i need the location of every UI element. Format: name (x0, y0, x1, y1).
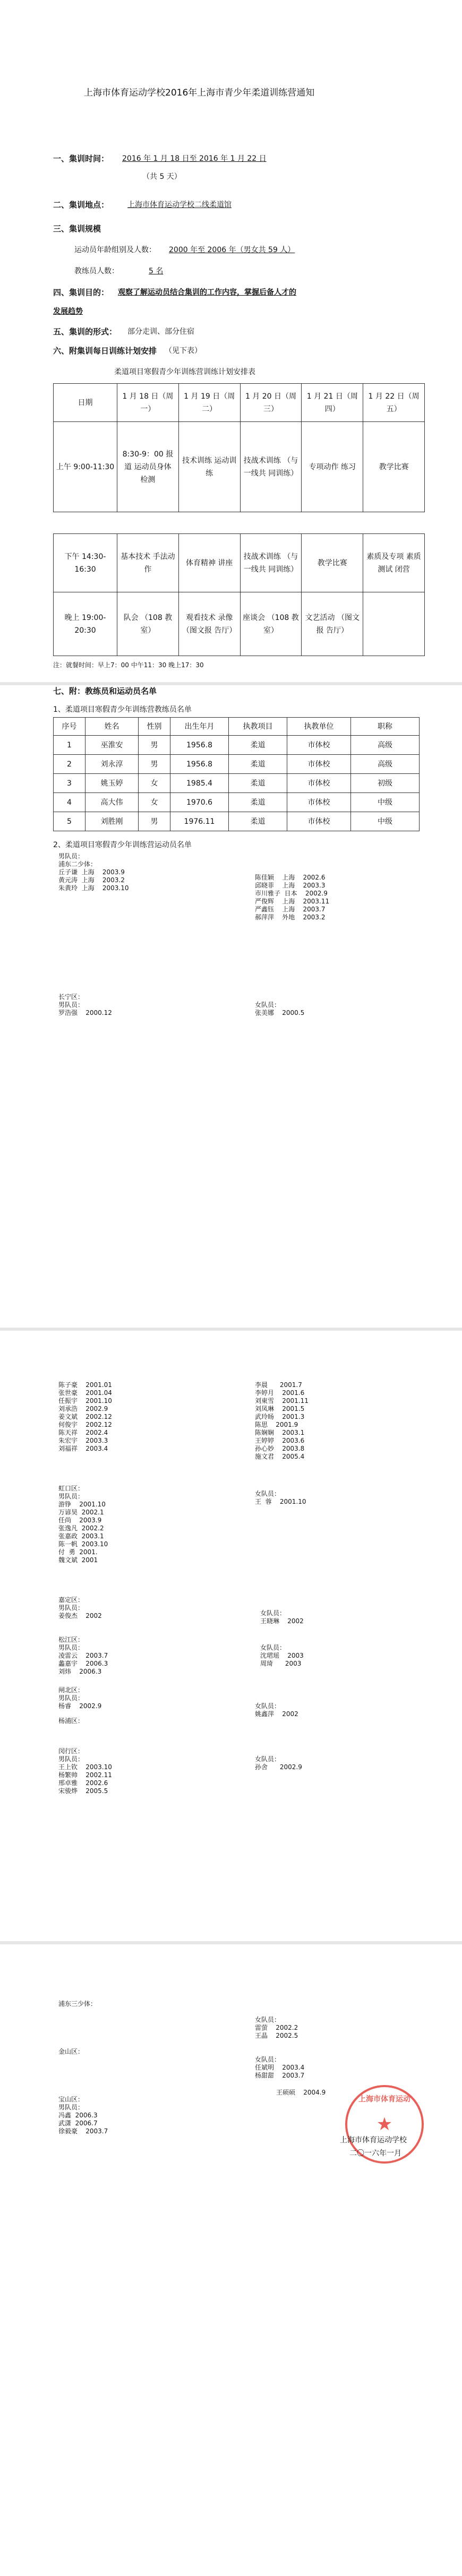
roster-songjiang-left: 松江区： 男队员： 凌雷云 2003.7 蠡嘉宇 2006.3 刘炜 2006.3 (58, 1636, 108, 1675)
section-7-title: 七、附：教练员和运动员名单 (53, 686, 157, 696)
roster-baoshan-left: 宝山区： 男队员： 冯鑫 2006.3 武潇 2006.7 徐毅豪 2003.7 (58, 2096, 108, 2135)
seal-text: 上海市体育运动 (358, 2095, 410, 2104)
roster-yangpu-left: 杨浦区： (58, 1717, 84, 1725)
schedule-cell: 专项动作 练习 (302, 422, 363, 512)
item-time-sub: （共 5 天） (142, 173, 182, 181)
coaches-header-cell: 职称 (351, 718, 420, 736)
coaches-cell: 高级 (351, 736, 420, 755)
roster-zhabei-left: 闸北区： 男队员： 杨睿 2002.9 (58, 1686, 102, 1710)
coaches-cell: 中级 (351, 793, 420, 812)
page-1 (0, 0, 462, 682)
schedule-morning-row (54, 422, 425, 512)
coaches-cell: 男 (139, 812, 170, 831)
coaches-cell: 1 (54, 736, 85, 755)
schedule-note: 注：就餐时间：早上7：00 中午11：30 晚上17：30 (53, 661, 204, 669)
coaches-cell: 巫淮安 (85, 736, 139, 755)
coaches-row (54, 793, 420, 812)
signature-org: 上海市体育运动学校 (340, 2136, 407, 2144)
coaches-cell: 女 (139, 774, 170, 793)
coaches-row (54, 736, 420, 755)
roster-pudong3-left: 浦东三少体： (58, 2000, 97, 2008)
schedule-table-bottom (53, 533, 425, 656)
coaches-cell: 4 (54, 793, 85, 812)
coaches-cell: 1956.8 (170, 755, 229, 774)
item-coaches-value: 5 名 (149, 267, 164, 275)
schedule-header-cell: 1 月 18 日（周一） (117, 384, 179, 422)
item-athletes-value: 2000 年至 2006 年（男女共 59 人） (169, 246, 295, 254)
roster-hongkou-left: 虹口区： 男队员： 游铮 2001.10 万谚昊 2002.1 任尚 2003.9 张逸凡 2002.2 张嘉政 2003.1 陈一帆 2003.10 付 勇 2001. 魏文斌 2001 (58, 1485, 108, 1564)
item-scale-label: 三、集训规模 (53, 224, 101, 234)
coaches-header-cell: 性别 (139, 718, 170, 736)
schedule-cell: 8:30-9：00 报道 运动员身体 检测 (117, 422, 179, 512)
coaches-table-title: 1、柔道项目寒假青少年训练营教练员名单 (53, 705, 192, 714)
coaches-cell: 2 (54, 755, 85, 774)
roster-extra-right: 王硕硕 2004.9 (276, 2089, 326, 2096)
page-4 (0, 1944, 462, 2576)
coaches-cell: 刘胜刚 (85, 812, 139, 831)
coaches-cell: 男 (139, 736, 170, 755)
coaches-row (54, 812, 420, 831)
item-plan-value: （见下表） (165, 347, 202, 355)
coaches-cell: 初级 (351, 774, 420, 793)
coaches-header-cell: 出生年月 (170, 718, 229, 736)
schedule-header-cell: 1 月 20 日（周三） (240, 384, 302, 422)
schedule-cell: 观看技术 录像 （图文报 告厅） (178, 592, 240, 656)
item-plan-label: 六、附集训每日训练计划安排 (53, 346, 157, 356)
item-coaches-label: 教练员人数： (74, 267, 119, 275)
coaches-cell: 1970.6 (170, 793, 229, 812)
schedule-evening-row (54, 592, 425, 656)
schedule-cell: 技术训练 运动训练 (178, 422, 240, 512)
roster-block-3-left: 陈子豪 2001.01 张世豪 2001.04 任振宇 2001.10 刘承浩 2002.9 姜文斌 2002.12 何俊宇 2002.12 陈天祥 2002.4 朱宏宇 2003.3 刘福祥 2003.4 (58, 1381, 112, 1452)
roster-changning-left: 长宁区： 男队员： 罗浩强 2000.12 (58, 993, 112, 1016)
roster-minhang-right: 女队员： 孙舍 2002.9 (255, 1755, 302, 1771)
coaches-cell: 柔道 (229, 774, 287, 793)
coaches-cell: 柔道 (229, 812, 287, 831)
schedule-cell: 素质及专项 素质测试 闭营 (363, 534, 425, 592)
item-place-label: 二、集训地点： (53, 200, 109, 210)
roster-yangpu-right: 女队员： 姚鑫萍 2002 (255, 1702, 298, 1718)
coaches-cell: 姚玉婷 (85, 774, 139, 793)
schedule-afternoon-row (54, 534, 425, 592)
signature-date: 二〇一六年一月 (349, 2149, 401, 2158)
coaches-cell: 柔道 (229, 793, 287, 812)
coaches-cell: 刘永淳 (85, 755, 139, 774)
roster-minhang-left: 闵行区： 男队员： 王上钦 2003.10 杨繁帅 2002.11 邢卓雅 2002.6 宋骏烨 2005.5 (58, 1747, 112, 1795)
schedule-header-cell: 1 月 21 日（周四） (302, 384, 363, 422)
schedule-time-cell: 下午 14:30-16:30 (54, 534, 117, 592)
coaches-cell: 1985.4 (170, 774, 229, 793)
schedule-table-top (53, 383, 425, 512)
coaches-row (54, 774, 420, 793)
coaches-cell: 市体校 (287, 812, 351, 831)
coaches-cell: 市体校 (287, 774, 351, 793)
coaches-cell: 女 (139, 793, 170, 812)
roster-pudong2-right: 陈佳颖 上海 2002.6 邱晓菲 上海 2003.3 市川雅子 日本 2002.9 严俊辉 上海 2003.11 严鑫钰 上海 2003.7 郝萍萍 外地 2003.2 (255, 874, 330, 921)
athletes-title: 2、柔道项目寒假青少年训练营运动员名单 (53, 841, 192, 849)
page-3 (0, 1331, 462, 1941)
schedule-cell: 教学比赛 (363, 422, 425, 512)
roster-hongkou-right: 女队员： 王 蓉 2001.10 (255, 1490, 306, 1505)
item-purpose-label: 四、集训目的： (53, 288, 109, 297)
roster-jiading-left: 嘉定区： 男队员： 姜俊杰 2002 (58, 1596, 102, 1619)
coaches-cell: 高大伟 (85, 793, 139, 812)
schedule-cell: 体育精神 讲座 (178, 534, 240, 592)
schedule-cell: 教学比赛 (302, 534, 363, 592)
coaches-header-cell: 序号 (54, 718, 85, 736)
coaches-cell: 高级 (351, 755, 420, 774)
item-form-value: 部分走训、部分住宿 (127, 328, 194, 336)
coaches-header-cell: 执教项目 (229, 718, 287, 736)
page-2 (0, 685, 462, 1328)
coaches-cell: 市体校 (287, 736, 351, 755)
roster-pudong2-left: 男队员： 浦东二少体： 丘子谦 上海 2003.9 黄元涛 上海 2003.2 朱黄玲 上海 2003.10 (58, 852, 129, 892)
item-form-label: 五、集训的形式： (53, 327, 117, 337)
schedule-header-cell: 日期 (54, 384, 117, 422)
document-title: 上海市体育运动学校2016年上海市青少年柔道训练营通知 (84, 88, 315, 98)
item-time-value: 2016 年 1 月 18 日至 2016 年 1 月 22 日 (122, 154, 267, 163)
coaches-cell: 1956.8 (170, 736, 229, 755)
roster-jinshan-right: 女队员： 任斌明 2003.4 杨甜甜 2003.7 (255, 2056, 305, 2079)
schedule-cell: 文艺活动 （图文报 告厅） (302, 592, 363, 656)
coaches-cell: 市体校 (287, 793, 351, 812)
coaches-header-row (54, 718, 420, 736)
roster-jiading-right: 女队员： 王晓琳 2002 (260, 1609, 304, 1625)
coaches-table (53, 717, 420, 831)
coaches-cell: 1976.11 (170, 812, 229, 831)
item-purpose-value: 观察了解运动员结合集训的工作内容，掌握后备人才的 (118, 288, 296, 297)
roster-pudong3-right: 女队员： 雷萤 2002.2 王晶 2002.5 (255, 2016, 298, 2039)
schedule-time-cell: 上午 9:00-11:30 (54, 422, 117, 512)
roster-songjiang-right: 女队员： 沈珺瑶 2003 周琦 2003 (260, 1644, 304, 1667)
schedule-cell: 基本技术 手法动作 (117, 534, 179, 592)
star-icon: ★ (376, 2114, 393, 2135)
schedule-cell: 座谈会 （108 教室） (240, 592, 302, 656)
coaches-header-cell: 姓名 (85, 718, 139, 736)
coaches-cell: 柔道 (229, 755, 287, 774)
item-purpose-value-2: 发展趋势 (53, 307, 83, 316)
coaches-cell: 中级 (351, 812, 420, 831)
roster-jinshan-left: 金山区： (58, 2048, 84, 2055)
coaches-cell: 男 (139, 755, 170, 774)
schedule-header-row (54, 384, 425, 422)
coaches-row (54, 755, 420, 774)
coaches-cell: 柔道 (229, 736, 287, 755)
coaches-cell: 3 (54, 774, 85, 793)
roster-block-3-right: 李晨 2001.7 李婷月 2001.6 刘東雪 2001.11 刘凤琳 2001.5 武玲旸 2001.3 陈思 2001.9 陈娴娴 2003.1 王婷婷 2003.6 孙心妙 2003.8 施文君 2005.4 (255, 1381, 309, 1460)
schedule-caption: 柔道项目寒假青少年训练营训练计划安排表 (114, 368, 255, 376)
coaches-cell: 5 (54, 812, 85, 831)
item-place-value: 上海市体育运动学校二线柔道馆 (127, 201, 232, 209)
item-time-label: 一、集训时间： (53, 154, 109, 163)
schedule-header-cell: 1 月 19 日（周二） (178, 384, 240, 422)
schedule-cell: 队会 （108 教室） (117, 592, 179, 656)
schedule-cell (363, 592, 425, 656)
schedule-time-cell: 晚上 19:00-20:30 (54, 592, 117, 656)
item-athletes-label: 运动员年龄组别及人数： (74, 246, 156, 254)
roster-changning-right: 女队员： 张美娜 2000.5 (255, 1001, 305, 1016)
coaches-header-cell: 执教单位 (287, 718, 351, 736)
coaches-cell: 市体校 (287, 755, 351, 774)
schedule-cell: 技战术训练 （与一线共 同训练） (240, 534, 302, 592)
schedule-header-cell: 1 月 22 日（周五） (363, 384, 425, 422)
schedule-cell: 技战术训练 （与一线共 同训练） (240, 422, 302, 512)
